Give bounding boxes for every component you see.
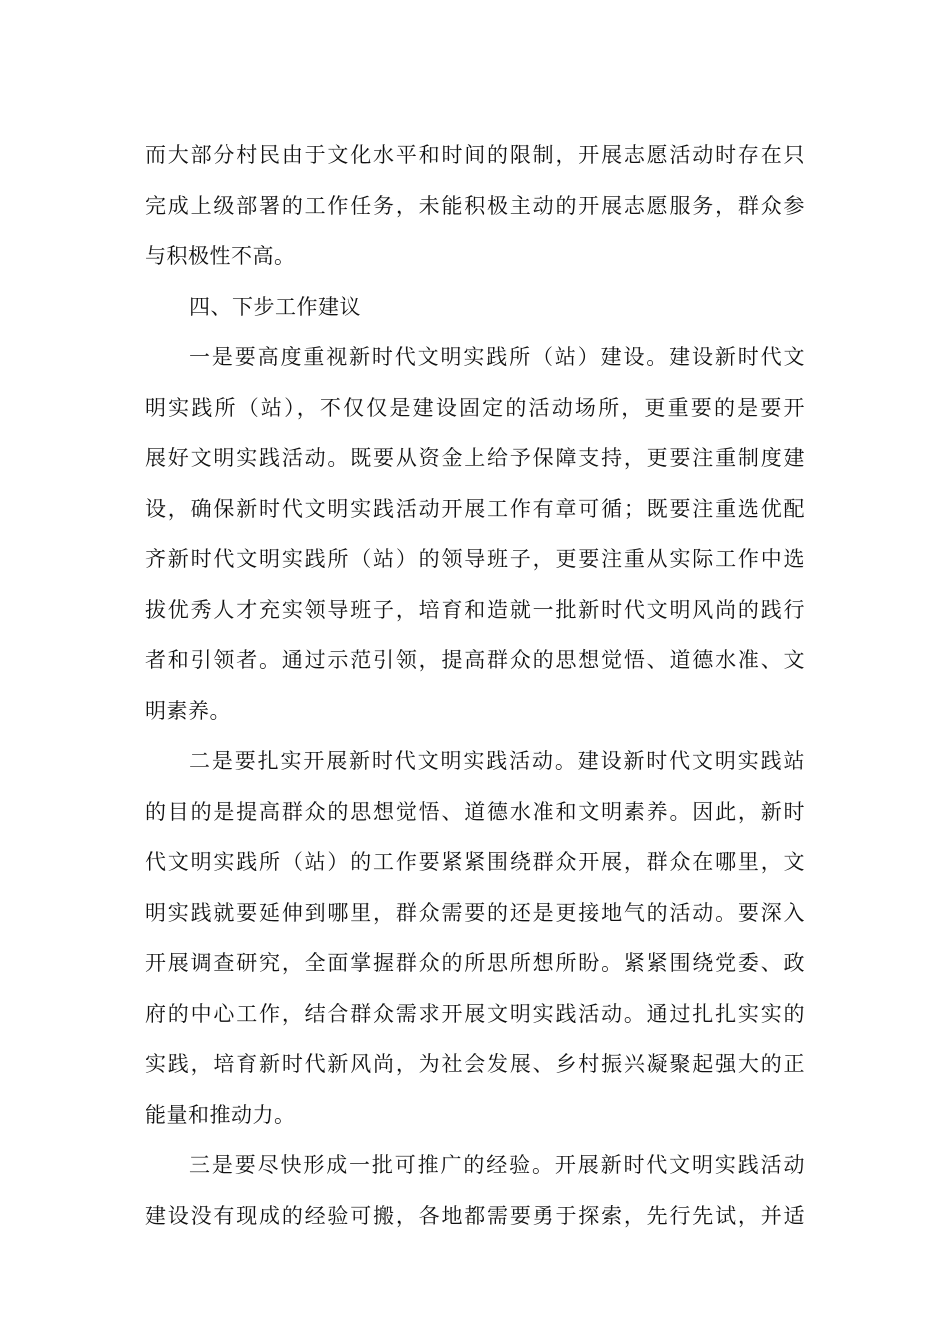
- text-line: 实践，培育新时代新风尚，为社会发展、乡村振兴凝聚起强大的正: [145, 1052, 805, 1076]
- text-line: 完成上级部署的工作任务，未能积极主动的开展志愿服务，群众参: [145, 193, 805, 218]
- text-line: 一是要高度重视新时代文明实践所（站）建设。建设新时代文: [189, 345, 805, 369]
- text-line: 明素养。: [145, 698, 231, 723]
- text-line: 明实践就要延伸到哪里，群众需要的还是更接地气的活动。要深入: [145, 900, 805, 925]
- text-line: 代文明实践所（站）的工作要紧紧围绕群众开展，群众在哪里，文: [145, 850, 805, 874]
- text-line: 拔优秀人才充实领导班子，培育和造就一批新时代文明风尚的践行: [145, 597, 805, 622]
- text-line: 二是要扎实开展新时代文明实践活动。建设新时代文明实践站: [189, 749, 805, 773]
- text-line: 三是要尽快形成一批可推广的经验。开展新时代文明实践活动: [189, 1153, 805, 1177]
- text-line: 建设没有现成的经验可搬，各地都需要勇于探索，先行先试，并适: [145, 1203, 805, 1228]
- text-line: 者和引领者。通过示范引领，提高群众的思想觉悟、道德水准、文: [145, 648, 805, 672]
- text-line: 的目的是提高群众的思想觉悟、道德水准和文明素养。因此，新时: [145, 799, 805, 824]
- text-line: 设，确保新时代文明实践活动开展工作有章可循；既要注重选优配: [145, 496, 805, 521]
- document-body: [145, 130, 805, 1241]
- text-line: 府的中心工作，结合群众需求开展文明实践活动。通过扎扎实实的: [145, 1001, 805, 1026]
- text-line: 能量和推动力。: [145, 1102, 296, 1127]
- text-line: 四、下步工作建议: [189, 294, 361, 319]
- text-line: 而大部分村民由于文化水平和时间的限制，开展志愿活动时存在只: [145, 143, 805, 167]
- text-line: 明实践所（站），不仅仅是建设固定的活动场所，更重要的是要开: [145, 395, 805, 420]
- text-line: 与积极性不高。: [145, 244, 296, 268]
- text-line: 开展调查研究，全面掌握群众的所思所想所盼。紧紧围绕党委、政: [145, 951, 805, 975]
- text-line: 齐新时代文明实践所（站）的领导班子，更要注重从实际工作中选: [145, 547, 805, 571]
- text-line: 展好文明实践活动。既要从资金上给予保障支持，更要注重制度建: [145, 446, 805, 470]
